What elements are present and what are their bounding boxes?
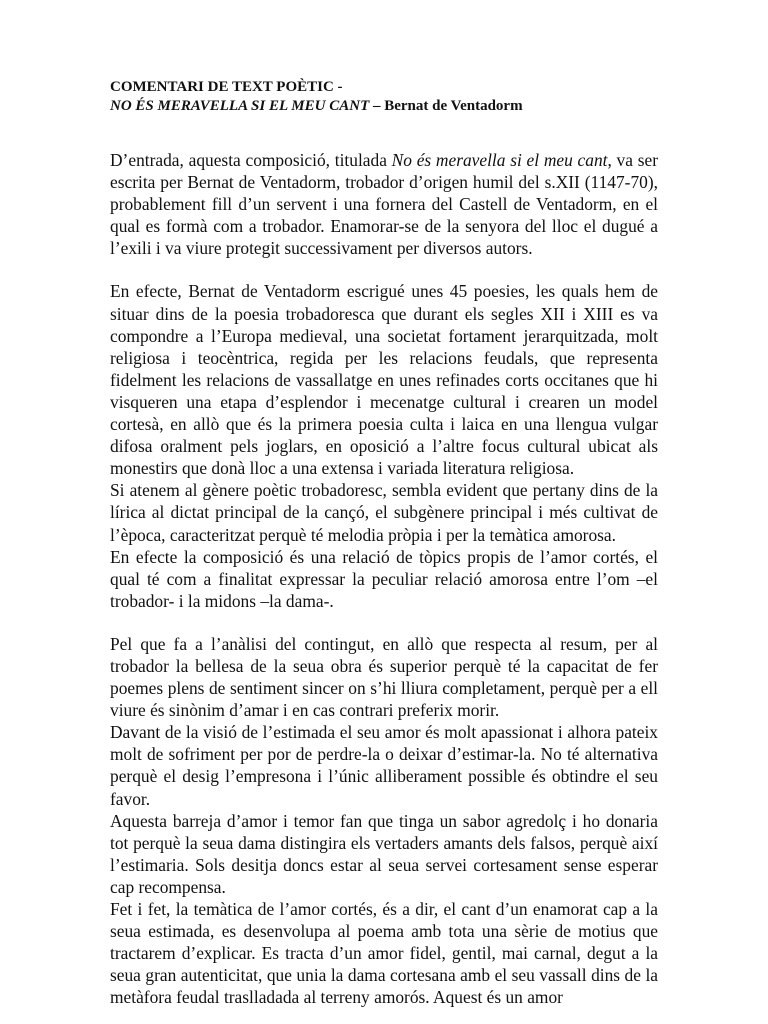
paragraph-beloved: Davant de la visió de l’estimada el seu amor és molt apassionat i alhora pateix molt de sofriment per por de perdre-la o deixar d’estimar-la. No té alternativa perquè el desig l’empresona i l’únic alliberament possible és obtindre el seu favor.	[110, 722, 658, 809]
paragraph-genre: Si atenem al gènere poètic trobadoresc, sembla evident que pertany dins de la lírica al dictat principal de la cançó, el subgènere principal i més cultivat de l’època, caracteritzat perquè té melodia pròpia i per la temàtica amorosa.	[110, 480, 658, 545]
document-page	[110, 78, 658, 1008]
heading-line-1: COMENTARI DE TEXT POÈTIC -	[110, 79, 343, 95]
paragraph-topics: En efecte la composició és una relació de tòpics propis de l’amor cortés, el qual té com a finalitat expressar la peculiar relació amorosa entre l’om –el trobador- i la midons –la dama-.	[110, 546, 658, 611]
poem-author: Bernat de Ventadorm	[384, 98, 523, 114]
document-heading	[110, 78, 658, 116]
heading-dash: –	[369, 98, 385, 114]
document-body	[110, 149, 658, 1008]
paragraph-bittersweet: Aquesta barreja d’amor i temor fan que tinga un sabor agredolç i ho donaria tot perquè la seua dama distingira els vertaders amants dels falsos, perquè així l’estimaria. Sols desitja doncs estar al seua servei cortesament sense esperar cap recompensa.	[110, 810, 658, 897]
inline-poem-title: No és meravella si el meu cant	[391, 150, 608, 170]
paragraph-text: D’entrada, aquesta composició, titulada	[110, 150, 392, 170]
poem-title: NO ÉS MERAVELLA SI EL MEU CANT	[110, 98, 370, 114]
paragraph-introduction	[110, 149, 658, 259]
heading-line-2	[110, 97, 658, 116]
paragraph-text: , va ser escrita per Bernat de Ventadorm, trobador d’origen humil del s.XII (1147-70), probablement fill d’un servent i una fornera del Castell de Ventadorm, en el qual es formà com a trobador. Enamorar-se de la senyora del lloc el dugué a l’exili i va viure protegit successivament per diversos autors.	[110, 150, 658, 259]
paragraph-courtly-love: Fet i fet, la temàtica de l’amor cortés, és a dir, el cant d’un enamorat cap a la seua estimada, es desenvolupa al poema amb tota una sèrie de motius que tractarem d’explicar. Es tracta d’un amor fidel, gentil, mai carnal, degut a la seua gran autenticitat, que unia la dama cortesana amb el seu vassall dins de la metàfora feudal traslladada al terreny amorós. Aquest és un amor	[110, 899, 658, 1008]
paragraph-context: En efecte, Bernat de Ventadorm escrigué unes 45 poesies, les quals hem de situar dins de la poesia trobadoresca que durant els segles XII i XIII es va compondre a l’Europa medieval, una societat fortament jerarquitzada, molt religiosa i teocèntrica, regida per les relacions feudals, que representa fidelment les relacions de vassallatge en unes refinades corts occitanes que hi visqueren una etapa d’esplendor i mecenatge cultural i crearen un model cortesà, en allò que és la primera poesia culta i laica en una llengua vulgar difosa oralment pels joglars, en oposició a l’altre focus cultural ubicat als monestirs que donà lloc a una extensa i variada literatura religiosa.	[110, 281, 658, 479]
paragraph-content-analysis: Pel que fa a l’anàlisi del contingut, en allò que respecta al resum, per al trobador la bellesa de la seua obra és superior perquè té la capacitat de fer poemes plens de sentiment sincer on s’hi lliura completament, perquè per a ell viure és sinònim d’amar i en cas contrari preferix morir.	[110, 633, 658, 721]
